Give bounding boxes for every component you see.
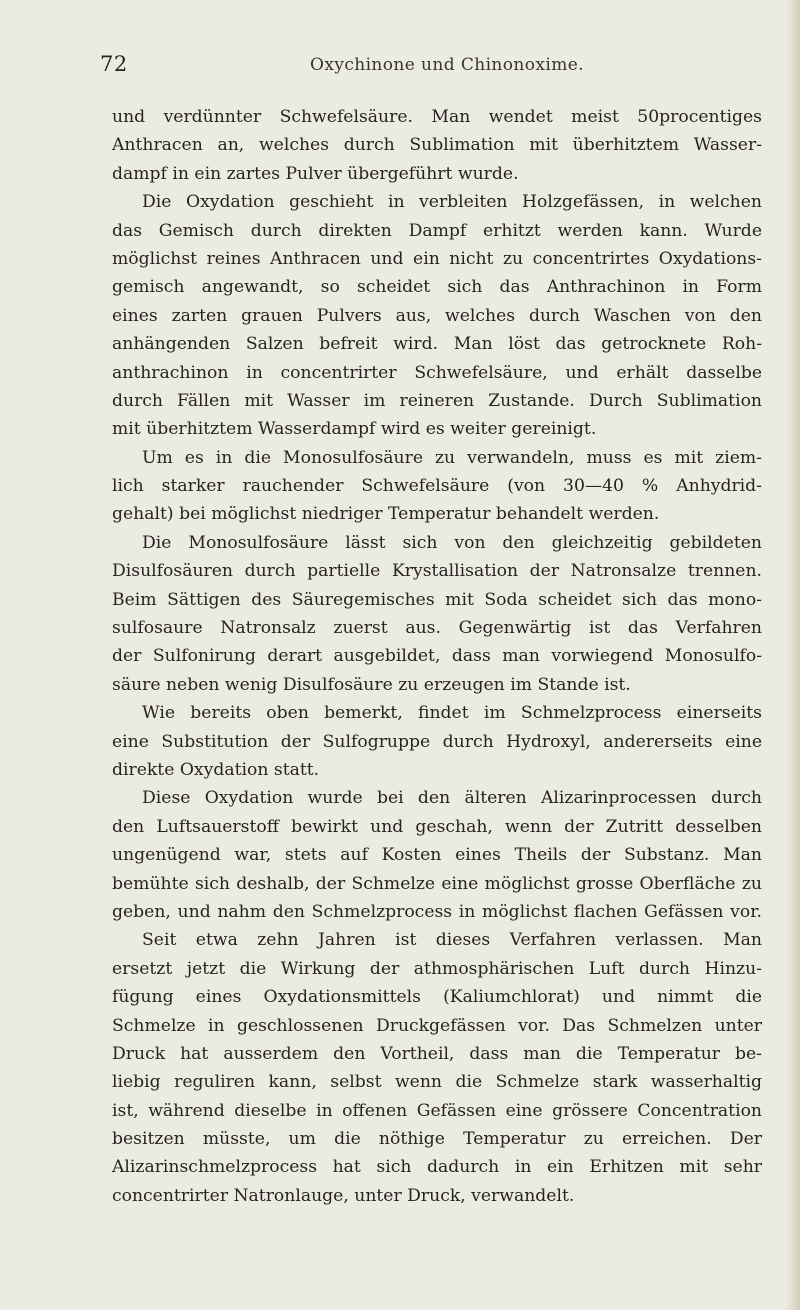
text-line: Die Oxydation geschieht in verbleiten Holzgefässen, in welchen — [142, 192, 762, 213]
text-line: lich starker rauchender Schwefelsäure (von 30—40 % Anhydrid- — [112, 476, 762, 497]
text-line: sulfosaure Natronsalz zuerst aus. Gegenwärtig ist das Verfahren — [112, 618, 762, 639]
text-line: liebig reguliren kann, selbst wenn die Schmelze stark wasserhaltig — [112, 1072, 762, 1093]
text-line: dampf in ein zartes Pulver übergeführt wurde. — [112, 163, 519, 184]
text-line: eine Substitution der Sulfogruppe durch Hydroxyl, andererseits eine — [112, 731, 762, 752]
text-line: besitzen müsste, um die nöthige Temperatur zu erreichen. Der — [112, 1129, 762, 1150]
text-line: Die Monosulfosäure lässt sich von den gleichzeitig gebildeten — [142, 532, 762, 553]
text-line: Seit etwa zehn Jahren ist dieses Verfahren verlassen. Man — [142, 930, 762, 951]
text-line: direkte Oxydation statt. — [112, 759, 320, 780]
text-line: geben, und nahm den Schmelzprocess in möglichst flachen Gefässen vor. — [112, 901, 762, 922]
text-line: möglichst reines Anthracen und ein nicht zu concentrirtes Oxydations- — [112, 248, 762, 269]
text-line: säure neben wenig Disulfosäure zu erzeugen im Stande ist. — [112, 674, 631, 695]
text-line: Wie bereits oben bemerkt, findet im Schmelzprocess einerseits — [142, 703, 762, 724]
text-line: concentrirter Natronlauge, unter Druck, verwandelt. — [112, 1185, 575, 1206]
text-line: den Luftsauerstoff bewirkt und geschah, wenn der Zutritt desselben — [112, 816, 762, 837]
text-line: Druck hat ausserdem den Vortheil, dass man die Temperatur be- — [112, 1043, 762, 1064]
text-line: mit überhitztem Wasserdampf wird es weiter gereinigt. — [112, 419, 597, 440]
text-line: fügung eines Oxydationsmittels (Kaliumchlorat) und nimmt die — [112, 987, 762, 1008]
text-line: anhängenden Salzen befreit wird. Man löst das getrocknete Roh- — [112, 334, 762, 355]
body-text — [112, 103, 762, 1210]
text-line: ersetzt jetzt die Wirkung der athmosphärischen Luft durch Hinzu- — [112, 958, 762, 979]
text-line: ungenügend war, stets auf Kosten eines Theils der Substanz. Man — [112, 845, 762, 866]
text-line: anthrachinon in concentrirter Schwefelsäure, und erhält dasselbe — [112, 362, 762, 383]
text-line: das Gemisch durch direkten Dampf erhitzt werden kann. Wurde — [112, 220, 762, 241]
text-line: durch Fällen mit Wasser im reineren Zustande. Durch Sublimation — [112, 390, 762, 411]
text-line: eines zarten grauen Pulvers aus, welches durch Waschen von den — [112, 305, 762, 326]
text-line: Disulfosäuren durch partielle Krystallisation der Natronsalze trennen. — [112, 561, 762, 582]
text-line: Diese Oxydation wurde bei den älteren Alizarinprocessen durch — [142, 788, 762, 809]
text-line: Alizarinschmelzprocess hat sich dadurch in ein Erhitzen mit sehr — [112, 1157, 762, 1178]
text-line: Um es in die Monosulfosäure zu verwandeln, muss es mit ziem- — [142, 447, 762, 468]
page-header — [100, 52, 768, 82]
text-line: und verdünnter Schwefelsäure. Man wendet meist 50procentiges — [112, 107, 762, 127]
text-line: gehalt) bei möglichst niedriger Temperatur behandelt werden. — [112, 504, 660, 525]
running-title: Oxychinone und Chinonoxime. — [310, 55, 584, 75]
page-edge-shadow — [786, 0, 800, 1310]
text-line: Anthracen an, welches durch Sublimation mit überhitztem Wasser- — [112, 135, 762, 156]
text-line: der Sulfonirung derart ausgebildet, dass man vorwiegend Monosulfo- — [112, 646, 762, 667]
text-line: ist, während dieselbe in offenen Gefässen eine grössere Concentration — [112, 1100, 762, 1121]
text-line: gemisch angewandt, so scheidet sich das Anthrachinon in Form — [112, 277, 762, 298]
text-line: Schmelze in geschlossenen Druckgefässen vor. Das Schmelzen unter — [112, 1015, 762, 1036]
page-number: 72 — [100, 52, 128, 76]
text-line: bemühte sich deshalb, der Schmelze eine möglichst grosse Oberfläche zu — [112, 873, 762, 894]
text-line: Beim Sättigen des Säuregemisches mit Soda scheidet sich das mono- — [112, 589, 762, 610]
